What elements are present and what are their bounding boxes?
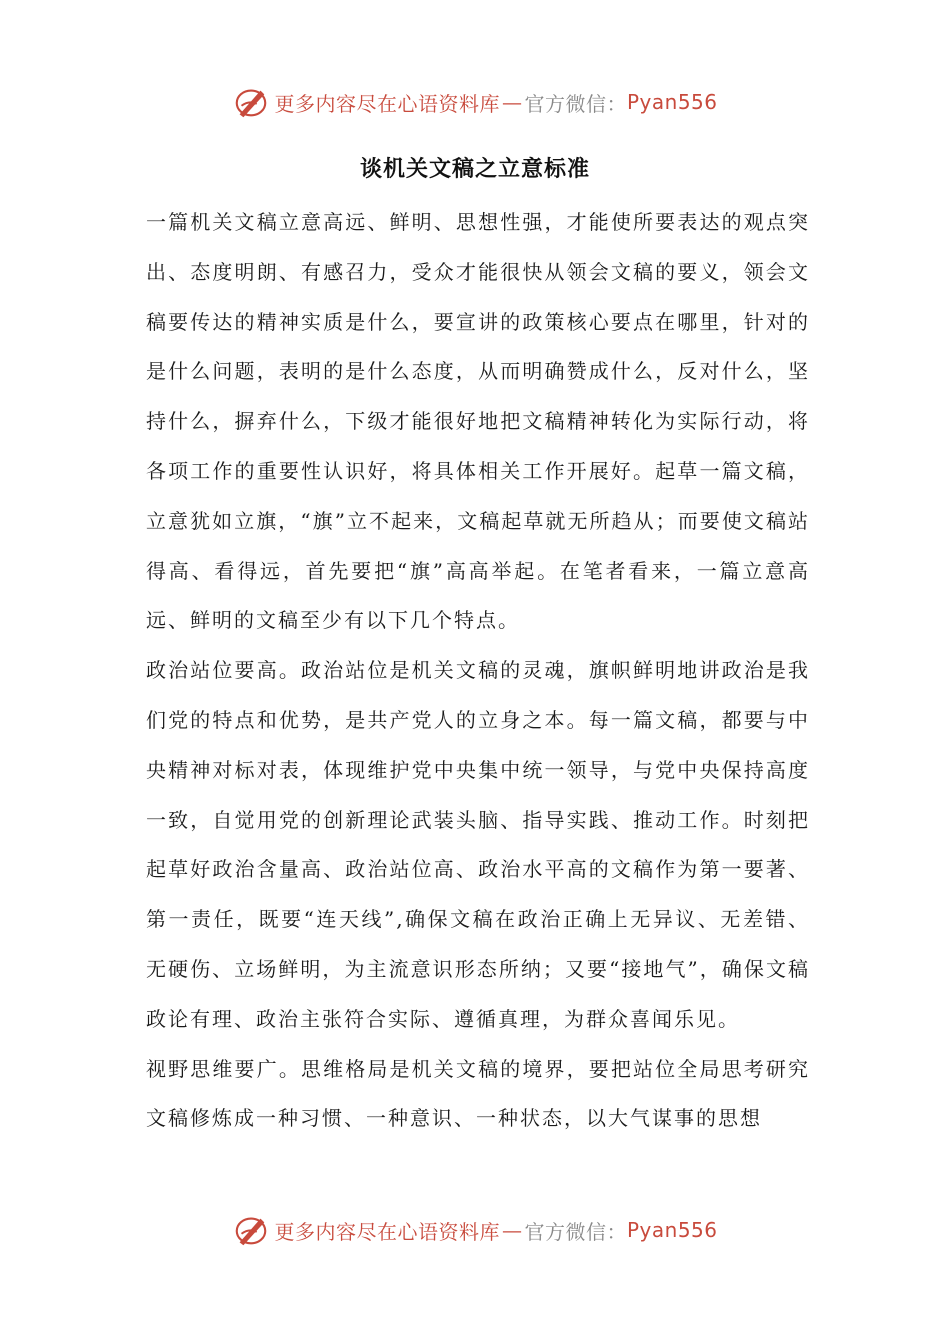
official-wechat-label: 官方微信	[524, 1219, 607, 1244]
colon: ：	[606, 91, 627, 116]
paragraph-vision-thinking: 视野思维要广。思维格局是机关文稿的境界，要把站位全局思考研究文稿修炼成一种习惯、一种意识、一种状态，以大气谋事的思想	[146, 1056, 810, 1131]
promo-text: 更多内容尽在心语资料库	[274, 1219, 500, 1244]
promo-separator: —	[501, 90, 523, 114]
footer-watermark-banner	[0, 1210, 950, 1250]
colon: ：	[606, 1219, 627, 1244]
promo-separator: —	[501, 1218, 523, 1242]
paragraph-political-stance: 政治站位要高。政治站位是机关文稿的灵魂，旗帜鲜明地讲政治是我们党的特点和优势，是共产党人的立身之本。每一篇文稿，都要与中央精神对标对表，体现维护党中央集中统一领导，与党中央保持高度一致，自觉用党的创新理论武装头脑、指导实践、推动工作。时刻把起草好政治含量高、政治站位高、政治水平高的文稿作为第一要著、第一责任，既要“连天线”,确保文稿在政治正确上无异议、无差错、无硬伤、立场鲜明，为主流意识形态所纳；又要“接地气”，确保文稿政论有理、政治主张符合实际、遵循真理，为群众喜闻乐见。	[146, 658, 810, 1031]
header-watermark-banner	[0, 82, 950, 122]
pen-logo-icon	[232, 83, 270, 121]
pen-logo-icon	[232, 1211, 270, 1249]
document-body	[146, 198, 810, 1144]
wechat-id: Pyan556	[626, 1218, 718, 1242]
paragraph-intro: 一篇机关文稿立意高远、鲜明、思想性强，才能使所要表达的观点突出、态度明朗、有感召力，受众才能很快从领会文稿的要义，领会文稿要传达的精神实质是什么，要宣讲的政策核心要点在哪里，针对的是什么问题，表明的是什么态度，从而明确赞成什么，反对什么，坚持什么，摒弃什么，下级才能很好地把文稿精神转化为实际行动，将各项工作的重要性认识好，将具体相关工作开展好。起草一篇文稿，立意犹如立旗，“旗”立不起来，文稿起草就无所趋从；而要使文稿站得高、看得远，首先要把“旗”高高举起。在笔者看来，一篇立意高远、鲜明的文稿至少有以下几个特点。	[146, 210, 810, 633]
document-title: 谈机关文稿之立意标准	[359, 157, 590, 182]
official-wechat-label: 官方微信	[524, 91, 607, 116]
wechat-id: Pyan556	[626, 90, 718, 114]
promo-text: 更多内容尽在心语资料库	[274, 91, 500, 116]
